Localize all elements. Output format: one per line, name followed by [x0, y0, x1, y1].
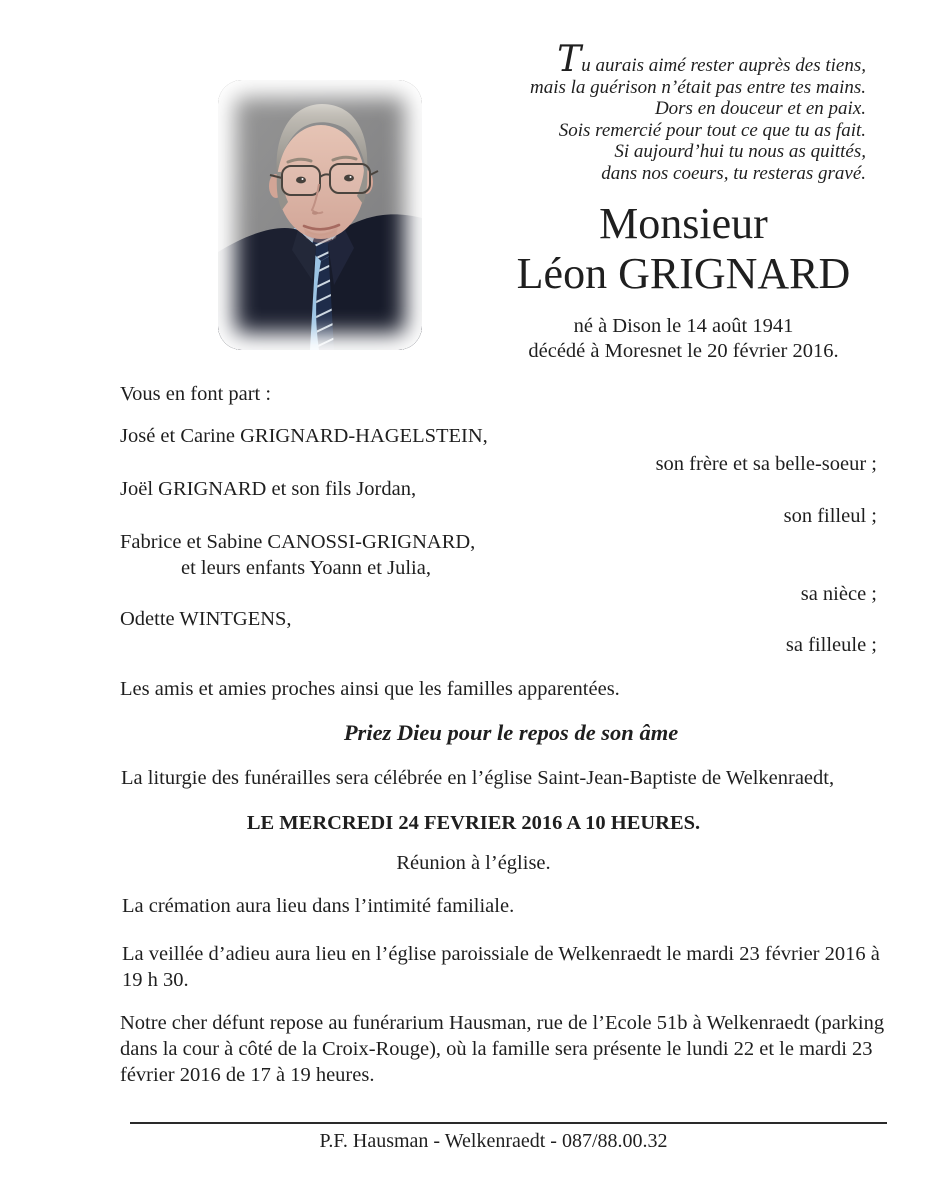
relative-relation-4: sa filleule ; [785, 634, 877, 656]
announcement-closing: Les amis et amies proches ainsi que les familles apparentées. [120, 678, 620, 700]
poem-drop-cap: T [557, 39, 582, 80]
meeting-line: Réunion à l’église. [396, 852, 551, 874]
footer-divider [130, 1122, 887, 1124]
relative-relation-1: son frère et sa belle-soeur ; [655, 453, 877, 475]
poem-line-6: dans nos coeurs, tu resteras gravé. [601, 162, 866, 184]
repose-paragraph: Notre cher défunt repose au funérarium Hausman, rue de l’Ecole 51b à Welkenraedt (parking dans la cour à côté de la Croix-Rouge), où la famille sera présente le lundi 22 et le mardi 23 février 2016 de 17 à 19 heures. [120, 1012, 885, 1086]
birth-line: né à Dison le 14 août 1941 [573, 315, 794, 337]
poem-line-1 [530, 39, 866, 80]
poem-line-4: Sois remercié pour tout ce que tu as fait. [558, 119, 866, 141]
poem-line-5: Si aujourd’hui tu nous as quittés, [614, 141, 866, 163]
announcement-intro: Vous en font part : [120, 383, 272, 405]
relative-names-2: Joël GRIGNARD et son fils Jordan, [120, 478, 417, 500]
deceased-name: Léon GRIGNARD [516, 249, 851, 298]
portrait-illustration [218, 80, 422, 350]
memorial-poem [530, 39, 866, 185]
relative-relation-2: son filleul ; [783, 505, 877, 527]
poem-line-1-rest: u aurais aimé rester auprès des tiens, [581, 55, 866, 76]
prayer-line: Priez Dieu pour le repos de son âme [343, 720, 679, 745]
relative-names-1: José et Carine GRIGNARD-HAGELSTEIN, [120, 425, 488, 447]
liturgy-line: La liturgie des funérailles sera célébrée en l’église Saint-Jean-Baptiste de Welkenraedt, [121, 767, 835, 789]
relative-names-4: Odette WINTGENS, [120, 608, 292, 630]
death-line: décédé à Moresnet le 20 février 2016. [528, 340, 839, 362]
funeral-date-line: LE MERCREDI 24 FEVRIER 2016 A 10 HEURES. [246, 812, 701, 834]
funeral-home-footer: P.F. Hausman - Welkenraedt - 087/88.00.32 [319, 1130, 668, 1152]
poem-line-2: mais la guérison n’était pas entre tes mains. [530, 76, 866, 98]
relative-relation-3: sa nièce ; [800, 583, 877, 605]
cremation-line: La crémation aura lieu dans l’intimité familiale. [122, 895, 515, 917]
relative-names-3-line2: et leurs enfants Yoann et Julia, [181, 557, 431, 579]
deceased-header [420, 199, 947, 364]
relative-names-3: Fabrice et Sabine CANOSSI-GRIGNARD, [120, 531, 476, 553]
portrait-photo [218, 80, 422, 350]
vigil-paragraph: La veillée d’adieu aura lieu en l’église paroissiale de Welkenraedt le mardi 23 février 2016 à 19 h 30. [122, 943, 880, 991]
poem-line-3: Dors en douceur et en paix. [654, 98, 866, 120]
deceased-title: Monsieur [599, 199, 768, 248]
